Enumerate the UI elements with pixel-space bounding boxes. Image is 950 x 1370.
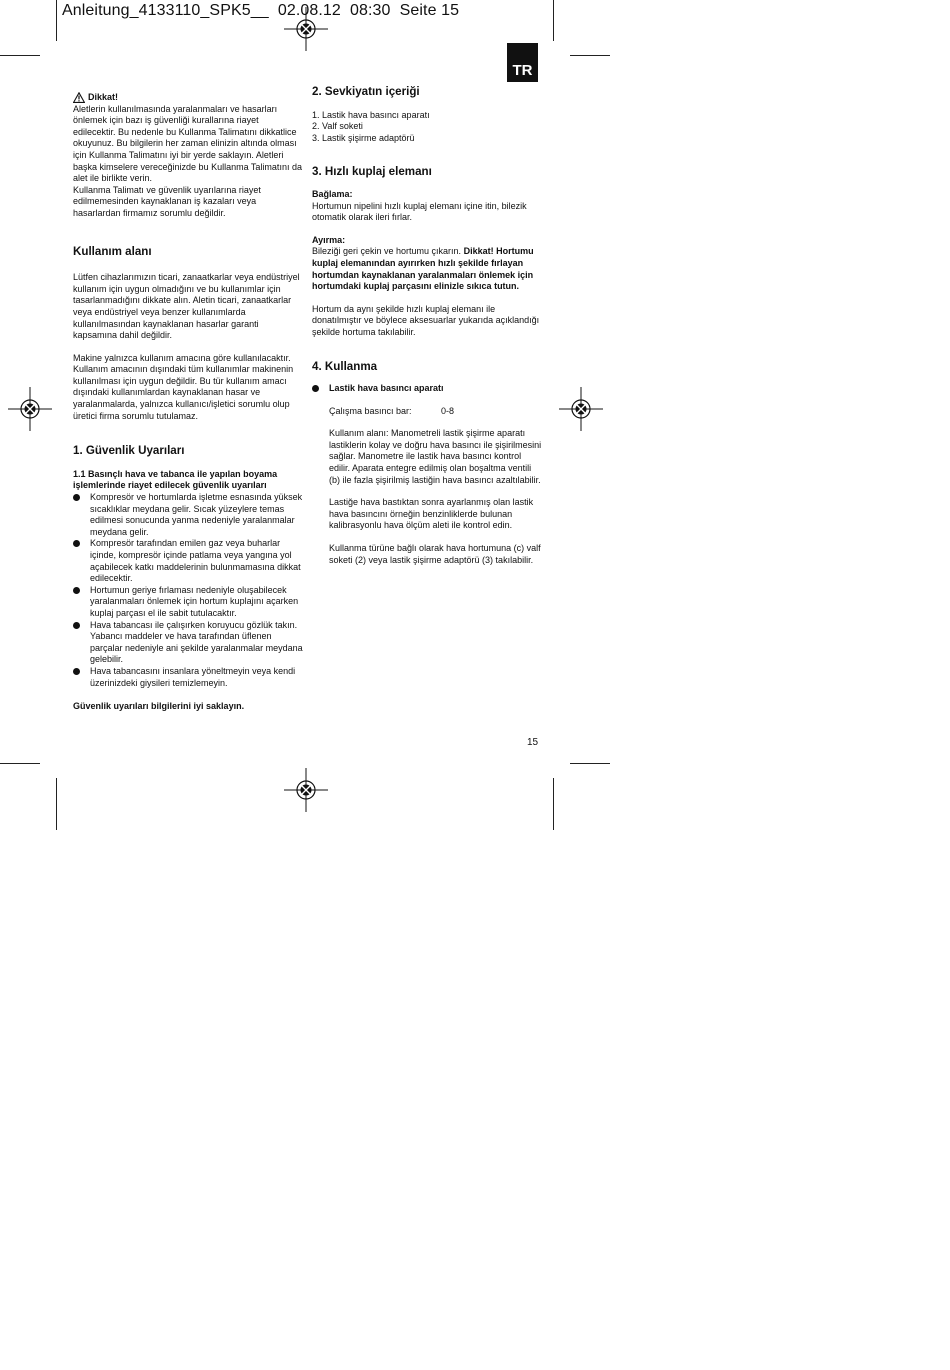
bullet-icon <box>73 587 80 594</box>
pressure-label: Çalışma basıncı bar: <box>329 405 412 416</box>
warning-title: Dikkat! <box>88 92 119 102</box>
safety-heading: 1. Güvenlik Uyarıları <box>73 444 185 458</box>
bullet-icon <box>73 494 80 501</box>
coupling-note: Hortum da aynı şekilde hızlı kuplaj elemanı ile donatılmıştır ve böylece aksesuarlar yukarıda açıklandığı şekilde hortuma takılabilir. <box>312 303 540 337</box>
registration-mark-icon <box>284 7 328 51</box>
bullet-icon <box>73 622 80 629</box>
bullet-icon <box>312 385 319 392</box>
usage-paragraph: Lütfen cihazlarımızın ticari, zanaatkarlar veya endüstriyel kullanım için uygun olmadığını ve bu kullanımlar için tasarlanmadığını dikkate alın. Aletin ticari, zanaatkarlar veya endüstriyel veya benzer kullanımlarda kullanılmasından kaynaklanan hasarlar garanti kapsamına dahil değildir. <box>73 272 300 341</box>
language-tab <box>507 43 538 82</box>
crop-mark <box>570 763 610 764</box>
delivery-heading: 2. Sevkiyatın içeriği <box>312 85 420 98</box>
crop-mark <box>553 0 554 41</box>
crop-mark <box>56 0 57 41</box>
crop-mark <box>0 55 40 56</box>
page-number: 15 <box>527 737 539 748</box>
usage-purpose-paragraph: Makine yalnızca kullanım amacına göre kullanılacaktır. Kullanım amacının dışındaki tüm kullanımlar makinenin kullanılması için uygun değildir. Bu tür kullanım amacı dışındaki kullanımlardan kaynaklanan hasar ve yaralanmalarda, yalnızca kullanıcı/işletici sorumlu olup üretici firma sorumlu tutulamaz. <box>73 352 294 421</box>
separate-warning-text: Hortumu kuplaj elemanından ayırırken hızlı şekilde fırlayan hortumdan kaynaklanan yaralanmaları önlemek için hortumdaki kuplaj parçasını elinizle sıkıca tutun. <box>312 246 534 292</box>
list-item: Kompresör ve hortumlarda işletme esnasında yüksek sıcaklıklar meydana gelir. Sıcak yüzeylere temas edilmesi sonucunda yanma nedeniyle yaralanmalar meydana gelir. <box>73 492 303 538</box>
crop-mark <box>0 763 40 764</box>
crop-mark <box>570 55 610 56</box>
pressure-value: 0-8 <box>441 405 455 416</box>
operation-usage-paragraph: Kullanım alanı: Manometreli lastik şişirme aparatı lastiklerin kolay ve doğru hava basıncı ile şişirilmesini sağlar. Manometre ile lastik hava basıncı kontrol edilir. Aparata entegre edilmiş olan boşaltma ventili (b) ile fazla şişirilmiş lastiğin hava basıncı azaltılabilir. <box>329 428 542 485</box>
operation-list <box>312 383 544 395</box>
operation-heading: 4. Kullanma <box>312 359 378 373</box>
list-item: 1. Lastik hava basıncı aparatı <box>312 109 430 120</box>
safety-list <box>73 492 303 689</box>
crop-mark <box>56 778 57 830</box>
list-item: Hortumun geriye fırlaması nedeniyle oluşabilecek yaralanmaları önlemek için hortum kuplajını açarken kuplaj parçası el ile sabit tutulacaktır. <box>73 585 303 620</box>
list-item: Hava tabancasını insanlara yöneltmeyin veya kendi üzerinizdeki giysileri temizlemeyin. <box>73 666 303 689</box>
registration-mark-icon <box>8 387 52 431</box>
safety-footer: Güvenlik uyarıları bilgilerini iyi saklayın. <box>73 701 245 712</box>
separate-text: Bileziği geri çekin ve hortumu çıkarın. <box>312 246 462 257</box>
pressure-row <box>329 406 544 418</box>
coupling-heading: 3. Hızlı kuplaj elemanı <box>312 165 432 179</box>
separate-paragraph <box>312 246 544 292</box>
connect-text: Hortumun nipelini hızlı kuplaj elemanı içine itin, bilezik otomatik olarak ileri fırlar. <box>312 200 527 223</box>
right-column <box>312 86 544 566</box>
warning-paragraph: Aletlerin kullanılmasında yaralanmaları ve hasarları önlemek için bazı iş güvenliği kurallarına riayet edilecektir. Bu nedenle bu Kullanma Talimatını dikkatlice okuyunuz. Bu bilgilerin her zaman elinizin altında olması için Kullanma Talimatını iyi bir yerde saklayın. Aletleri başka kimselere vereceğinizde bu Kullanma Talimatını da alet ile birlikte verin. <box>73 103 302 184</box>
safety-subheading: 1.1 Basınçlı hava ve tabanca ile yapılan boyama işlemlerinde riayet edilecek güvenlik uyarıları <box>73 468 278 491</box>
separate-warning: Dikkat! <box>463 246 494 257</box>
list-item: 2. Valf soketi <box>312 121 363 132</box>
registration-mark-icon <box>559 387 603 431</box>
list-item: 3. Lastik şişirme adaptörü <box>312 132 415 143</box>
registration-mark-icon <box>284 768 328 812</box>
bullet-icon <box>73 540 80 547</box>
operation-attach-paragraph: Kullanma türüne bağlı olarak hava hortumuna (c) valf soketi (2) veya lastik şişirme adaptörü (3) takılabilir. <box>329 543 541 565</box>
operation-check-paragraph: Lastiğe hava bastıktan sonra ayarlanmış olan lastik hava basıncını örneğin benzinliklerde bulunan kalibrasyonlu hava ölçüm aleti ile kontrol edin. <box>329 497 534 531</box>
operation-details <box>312 406 544 567</box>
warning-triangle-icon <box>73 92 85 103</box>
delivery-list <box>312 110 544 145</box>
list-item: Lastik hava basıncı aparatı <box>312 383 544 395</box>
warning-liability-paragraph: Kullanma Talimatı ve güvenlik uyarılarına riayet edilmemesinden kaynaklanan iş kazaları veya hasarlardan firmamız sorumlu değildir. <box>73 184 261 218</box>
warning-heading <box>73 92 303 104</box>
left-column <box>73 92 303 713</box>
language-tab-label: TR <box>512 62 533 79</box>
separate-label: Ayırma: <box>312 234 346 245</box>
list-item: Kompresör tarafından emilen gaz veya buharlar içinde, kompresör içinde patlama veya yangına yol açabilecek katkı maddelerinin bulunmamasına dikkat edilecektir. <box>73 538 303 584</box>
usage-heading: Kullanım alanı <box>73 244 152 258</box>
print-slug-header: Anleitung_4133110_SPK5__ 02.08.12 08:30 Seite 15 <box>62 2 460 19</box>
bullet-icon <box>73 668 80 675</box>
crop-mark <box>553 778 554 830</box>
connect-label: Bağlama: <box>312 188 353 199</box>
list-item: Hava tabancası ile çalışırken koruyucu gözlük takın. Yabancı maddeler ve hava tarafından üflenen parçalar nedeniyle ani şekilde yaralanmalar meydana gelebilir. <box>73 620 303 666</box>
